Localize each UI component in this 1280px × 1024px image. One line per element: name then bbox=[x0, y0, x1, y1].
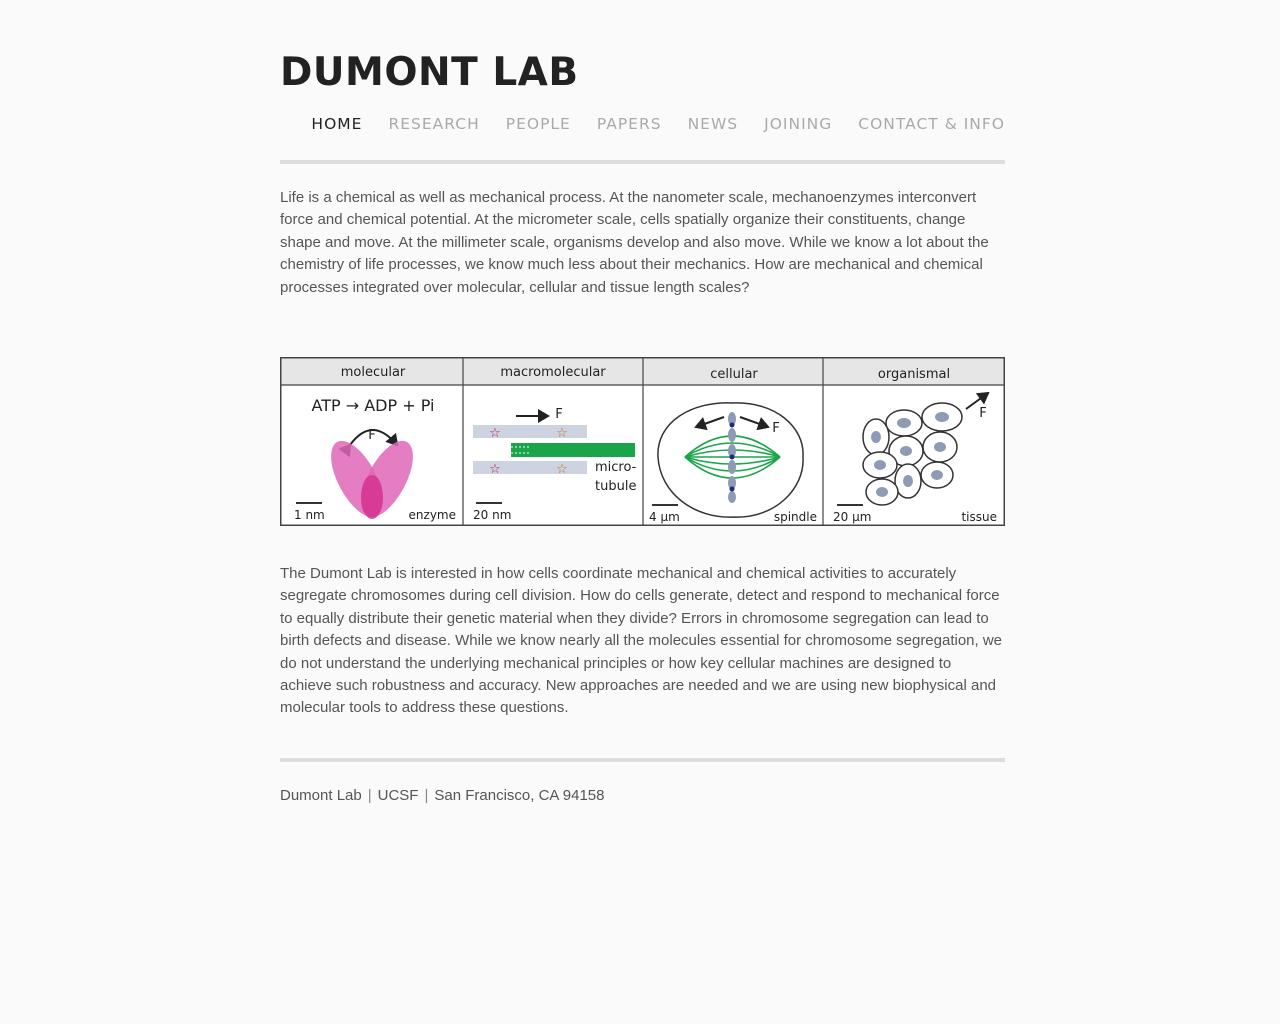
header-divider bbox=[280, 160, 1005, 164]
star-icon: ☆ bbox=[489, 426, 501, 441]
force-label: F bbox=[979, 406, 987, 421]
panel-header-organismal: organismal bbox=[877, 367, 951, 382]
main-nav bbox=[311, 114, 1005, 134]
force-label: F bbox=[772, 421, 780, 436]
panel-header-macromolecular: macromolecular bbox=[500, 365, 606, 380]
intro-paragraph: Life is a chemical as well as mechanical process. At the nanometer scale, mechanoenzymes interconvert force and chemical potential. At the micrometer scale, cells spatially organize their constituents, change shape and move. At the millimeter scale, organisms develop and also move. While we know a lot about the chemistry of life processes, we know much less about their mechanics. How are mechanical and chemical processes integrated over molecular, cellular and tissue length scales? bbox=[280, 189, 989, 296]
enzyme-core-icon bbox=[361, 475, 383, 519]
nav-people[interactable]: PEOPLE bbox=[505, 115, 571, 133]
nav-contact-info[interactable]: CONTACT & INFO bbox=[858, 115, 1005, 133]
nav-news[interactable]: NEWS bbox=[687, 115, 739, 133]
nav-joining[interactable]: JOINING bbox=[764, 115, 833, 133]
footer bbox=[280, 786, 604, 806]
nav-research[interactable]: RESEARCH bbox=[388, 115, 480, 133]
caption-tissue: tissue bbox=[961, 510, 997, 524]
footer-divider bbox=[280, 758, 1005, 762]
scale-label-4um: 4 µm bbox=[649, 510, 680, 524]
length-scales-figure bbox=[280, 357, 1005, 526]
scale-label-20um: 20 µm bbox=[833, 510, 872, 524]
star-icon: ☆ bbox=[556, 462, 568, 477]
microtubule-label-2: tubule bbox=[595, 479, 637, 494]
nav-papers[interactable]: PAPERS bbox=[596, 115, 662, 133]
force-label: F bbox=[555, 407, 563, 422]
microtubule-label-1: micro- bbox=[595, 460, 637, 475]
reaction-label: ATP → ADP + Pi bbox=[311, 396, 435, 415]
scale-label-1nm: 1 nm bbox=[294, 508, 325, 522]
force-label: F bbox=[368, 428, 376, 443]
site-title[interactable]: DUMONT LAB bbox=[280, 50, 579, 95]
nav-home[interactable]: HOME bbox=[311, 115, 363, 133]
caption-enzyme: enzyme bbox=[408, 508, 456, 522]
footer-institution: UCSF bbox=[377, 787, 419, 804]
star-icon: ☆ bbox=[489, 462, 501, 477]
footer-separator: | bbox=[424, 787, 429, 804]
scale-label-20nm: 20 nm bbox=[473, 508, 512, 522]
footer-separator: | bbox=[367, 787, 372, 804]
panel-header-cellular: cellular bbox=[710, 367, 758, 382]
panel-header-molecular: molecular bbox=[340, 365, 406, 380]
footer-address: San Francisco, CA 94158 bbox=[434, 787, 605, 804]
caption-spindle: spindle bbox=[773, 510, 817, 524]
research-paragraph: The Dumont Lab is interested in how cells coordinate mechanical and chemical activities to accurately segregate chromosomes during cell division. How do cells generate, detect and respond to mechanical force to equally distribute their genetic material when they divide? Errors in chromosome segregation can lead to birth defects and disease. While we know nearly all the molecules essential for chromosome segregation, we do not understand the underlying mechanical principles or how key cellular machines are designed to achieve such robustness and accuracy. New approaches are needed and we are using new biophysical and molecular tools to address these questions. bbox=[280, 565, 1003, 717]
footer-lab-name: Dumont Lab bbox=[280, 787, 362, 804]
star-icon: ☆ bbox=[556, 426, 568, 441]
microtubule-green-icon bbox=[511, 443, 635, 457]
